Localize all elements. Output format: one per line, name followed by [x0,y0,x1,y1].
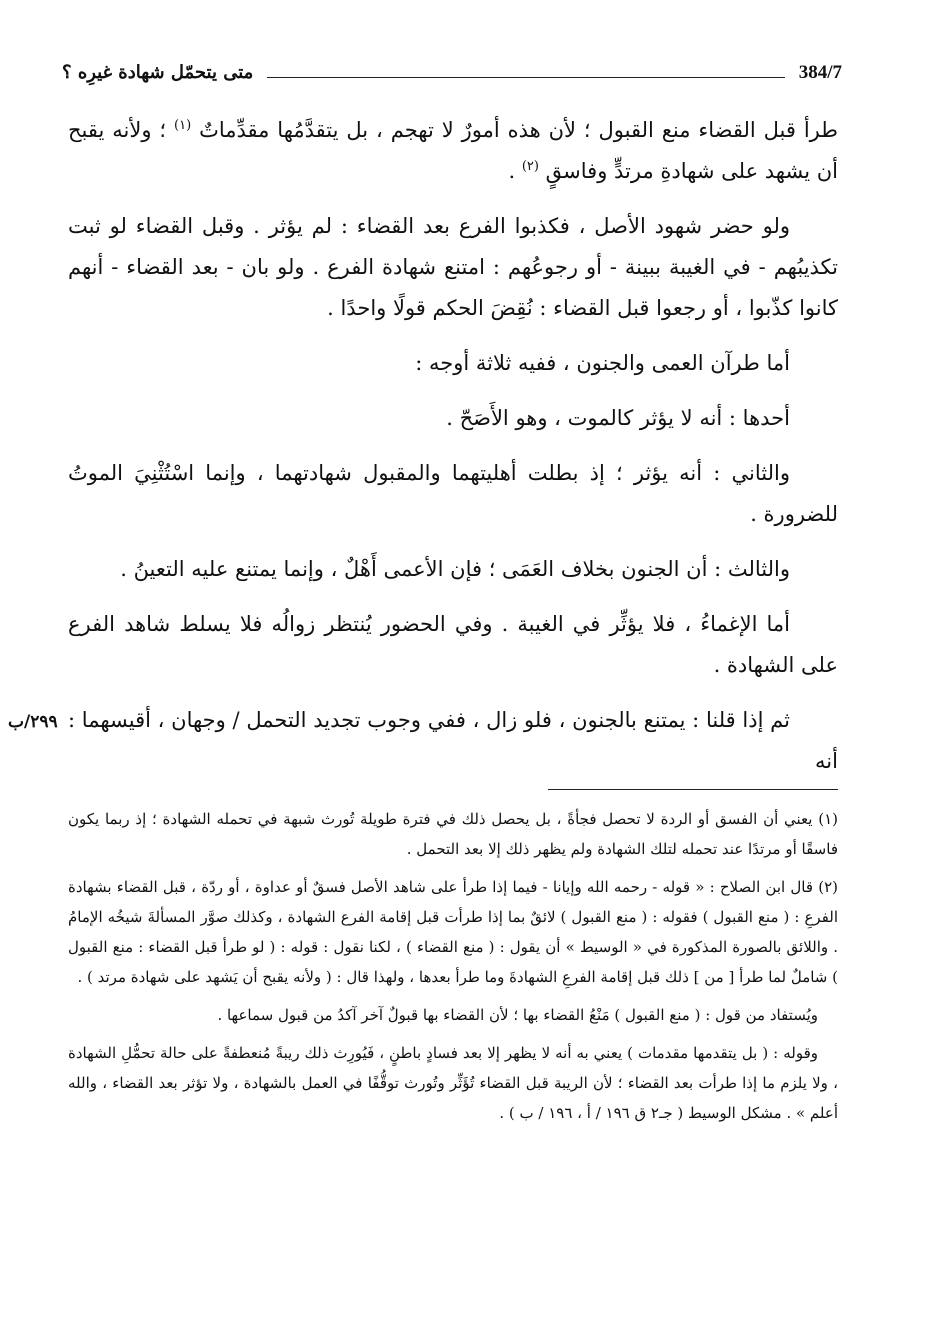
page-reference: 384/7 [798,62,842,83]
footnote-separator [548,789,838,790]
paragraph-8: ثم إذا قلنا : يمتنع بالجنون ، فلو زال ، ففي وجوب تجديد التحمل / وجهان ، أقيسهما : أنه [68,708,838,773]
paragraph-7: أما الإغماءُ ، فلا يؤثِّر في الغيبة . وفي الحضور يُنتظر زوالُه فلا يسلط شاهد الفرع على الشهادة . [68,612,838,677]
footnote-1: (١) يعني أن الفسق أو الردة لا تحصل فجأةً ، بل يحصل ذلك في فترة طويلة تُورث شبهة في تحمله الشهادة ؛ إذ ربما يكون فاسقًا أو مرتدًا عند تحمله لتلك الشهادة ولم يظهر ذلك إلا بعد التحمل . [68,810,838,858]
paragraph-1-text-a: طرأ قبل القضاء منع القبول ؛ لأن هذه أمورٌ لا تهجم ، بل يتقدَّمُها مقدِّماتٌ [199,118,838,142]
header-rule [267,77,784,78]
footnote-ref-2: (٢) [521,159,539,174]
paragraph-1-text-b: ؛ ولأنه يقبح أن يشهد على شهادةِ مرتدٍّ وفاسقٍ [68,118,838,183]
paragraph-6: والثالث : أن الجنون بخلاف العَمَى ؛ فإن الأعمى أَهْلٌ ، وإنما يمتنع عليه التعينُ . [120,557,790,581]
footnote-2: (٢) قال ابن الصلاح : « قوله - رحمه الله وإيانا - فيما إذا طرأ على شاهد الأصل فسقٌ أو عداوة ، أو ردّة ، قبل القضاء بشهادة الفرعِ : ( منع القبول ) فقوله : ( منع القبول ) لائقٌ بما إذا طرأت قبل إقامة الفرع الشهادة ، وكذلك صوَّر المسألةَ شيخُه الإمامُ . واللائق بالصورة المذكورة في « الوسيط » أن يقول : ( منع القضاء ) ، لكنا نقول : قوله : ( لو طرأ قبل القضاء : منع القبول ) شاملٌ لما طرأ [ من ] ذلك قبل إقامة الفرعِ الشهادةَ وما طرأ بعدها ، ولهذا قال : ( ولأنه يقبح أن يَشهد على شهادة مرتد ) . [68,878,838,986]
paragraph-1 [68,110,838,192]
paragraph-5: والثاني : أنه يؤثر ؛ إذ بطلت أهليتهما والمقبول شهادتهما ، وإنما اسْتُثْنِيَ الموتُ للضرورة . [68,461,838,526]
footnotes [68,804,838,1136]
footnote-2-continued-2: وقوله : ( بل يتقدمها مقدمات ) يعني به أنه لا يظهر إلا بعد فسادٍ باطنٍ ، فَيُورِث ذلك ريبةً مُنعطفةً على حالة تحمُّلِ الشهادة ، ولا يلزم ما إذا طرأت بعد القضاء ؛ لأن الريبة قبل القضاء تُؤَثِّر وتُورث توقُّفًا في العمل بالشهادة ، ولا تؤثر بعد القضاء ، والله أعلم » . مشكل الوسيط ( جـ٢ ق ١٩٦ / أ ، ١٩٦ / ب ) . [68,1044,838,1122]
running-header [62,52,842,88]
footnote-ref-1: (١) [174,118,192,133]
footnote-2-continued-1: ويُستفاد من قول : ( منع القبول ) مَنْعُ القضاء بها ؛ لأن القضاء بها قبولٌ آخر آكدُ من قبول سماعها . [217,1006,818,1024]
paragraph-1-end: . [508,159,516,183]
paragraph-4: أحدها : أنه لا يؤثر كالموت ، وهو الأَصَحّ . [446,406,790,430]
chapter-title: متى يتحمّل شهادة غيرِه ؟ [62,62,254,83]
paragraph-3: أما طرآن العمى والجنون ، ففيه ثلاثة أوجه : [415,351,790,375]
manuscript-folio-note: ٢٩٩/ب [8,712,58,732]
main-text [68,110,838,796]
paragraph-2: ولو حضر شهود الأصل ، فكذبوا الفرع بعد القضاء : لم يؤثر . وقبل القضاء لو ثبت تكذيبُهم - في الغيبة ببينة - أو رجوعُهم : امتنع شهادة الفرع . ولو بان - بعد القضاء - أنهم كانوا كذّبوا ، أو رجعوا قبل القضاء : نُقِضَ الحكم قولًا واحدًا . [68,214,838,320]
